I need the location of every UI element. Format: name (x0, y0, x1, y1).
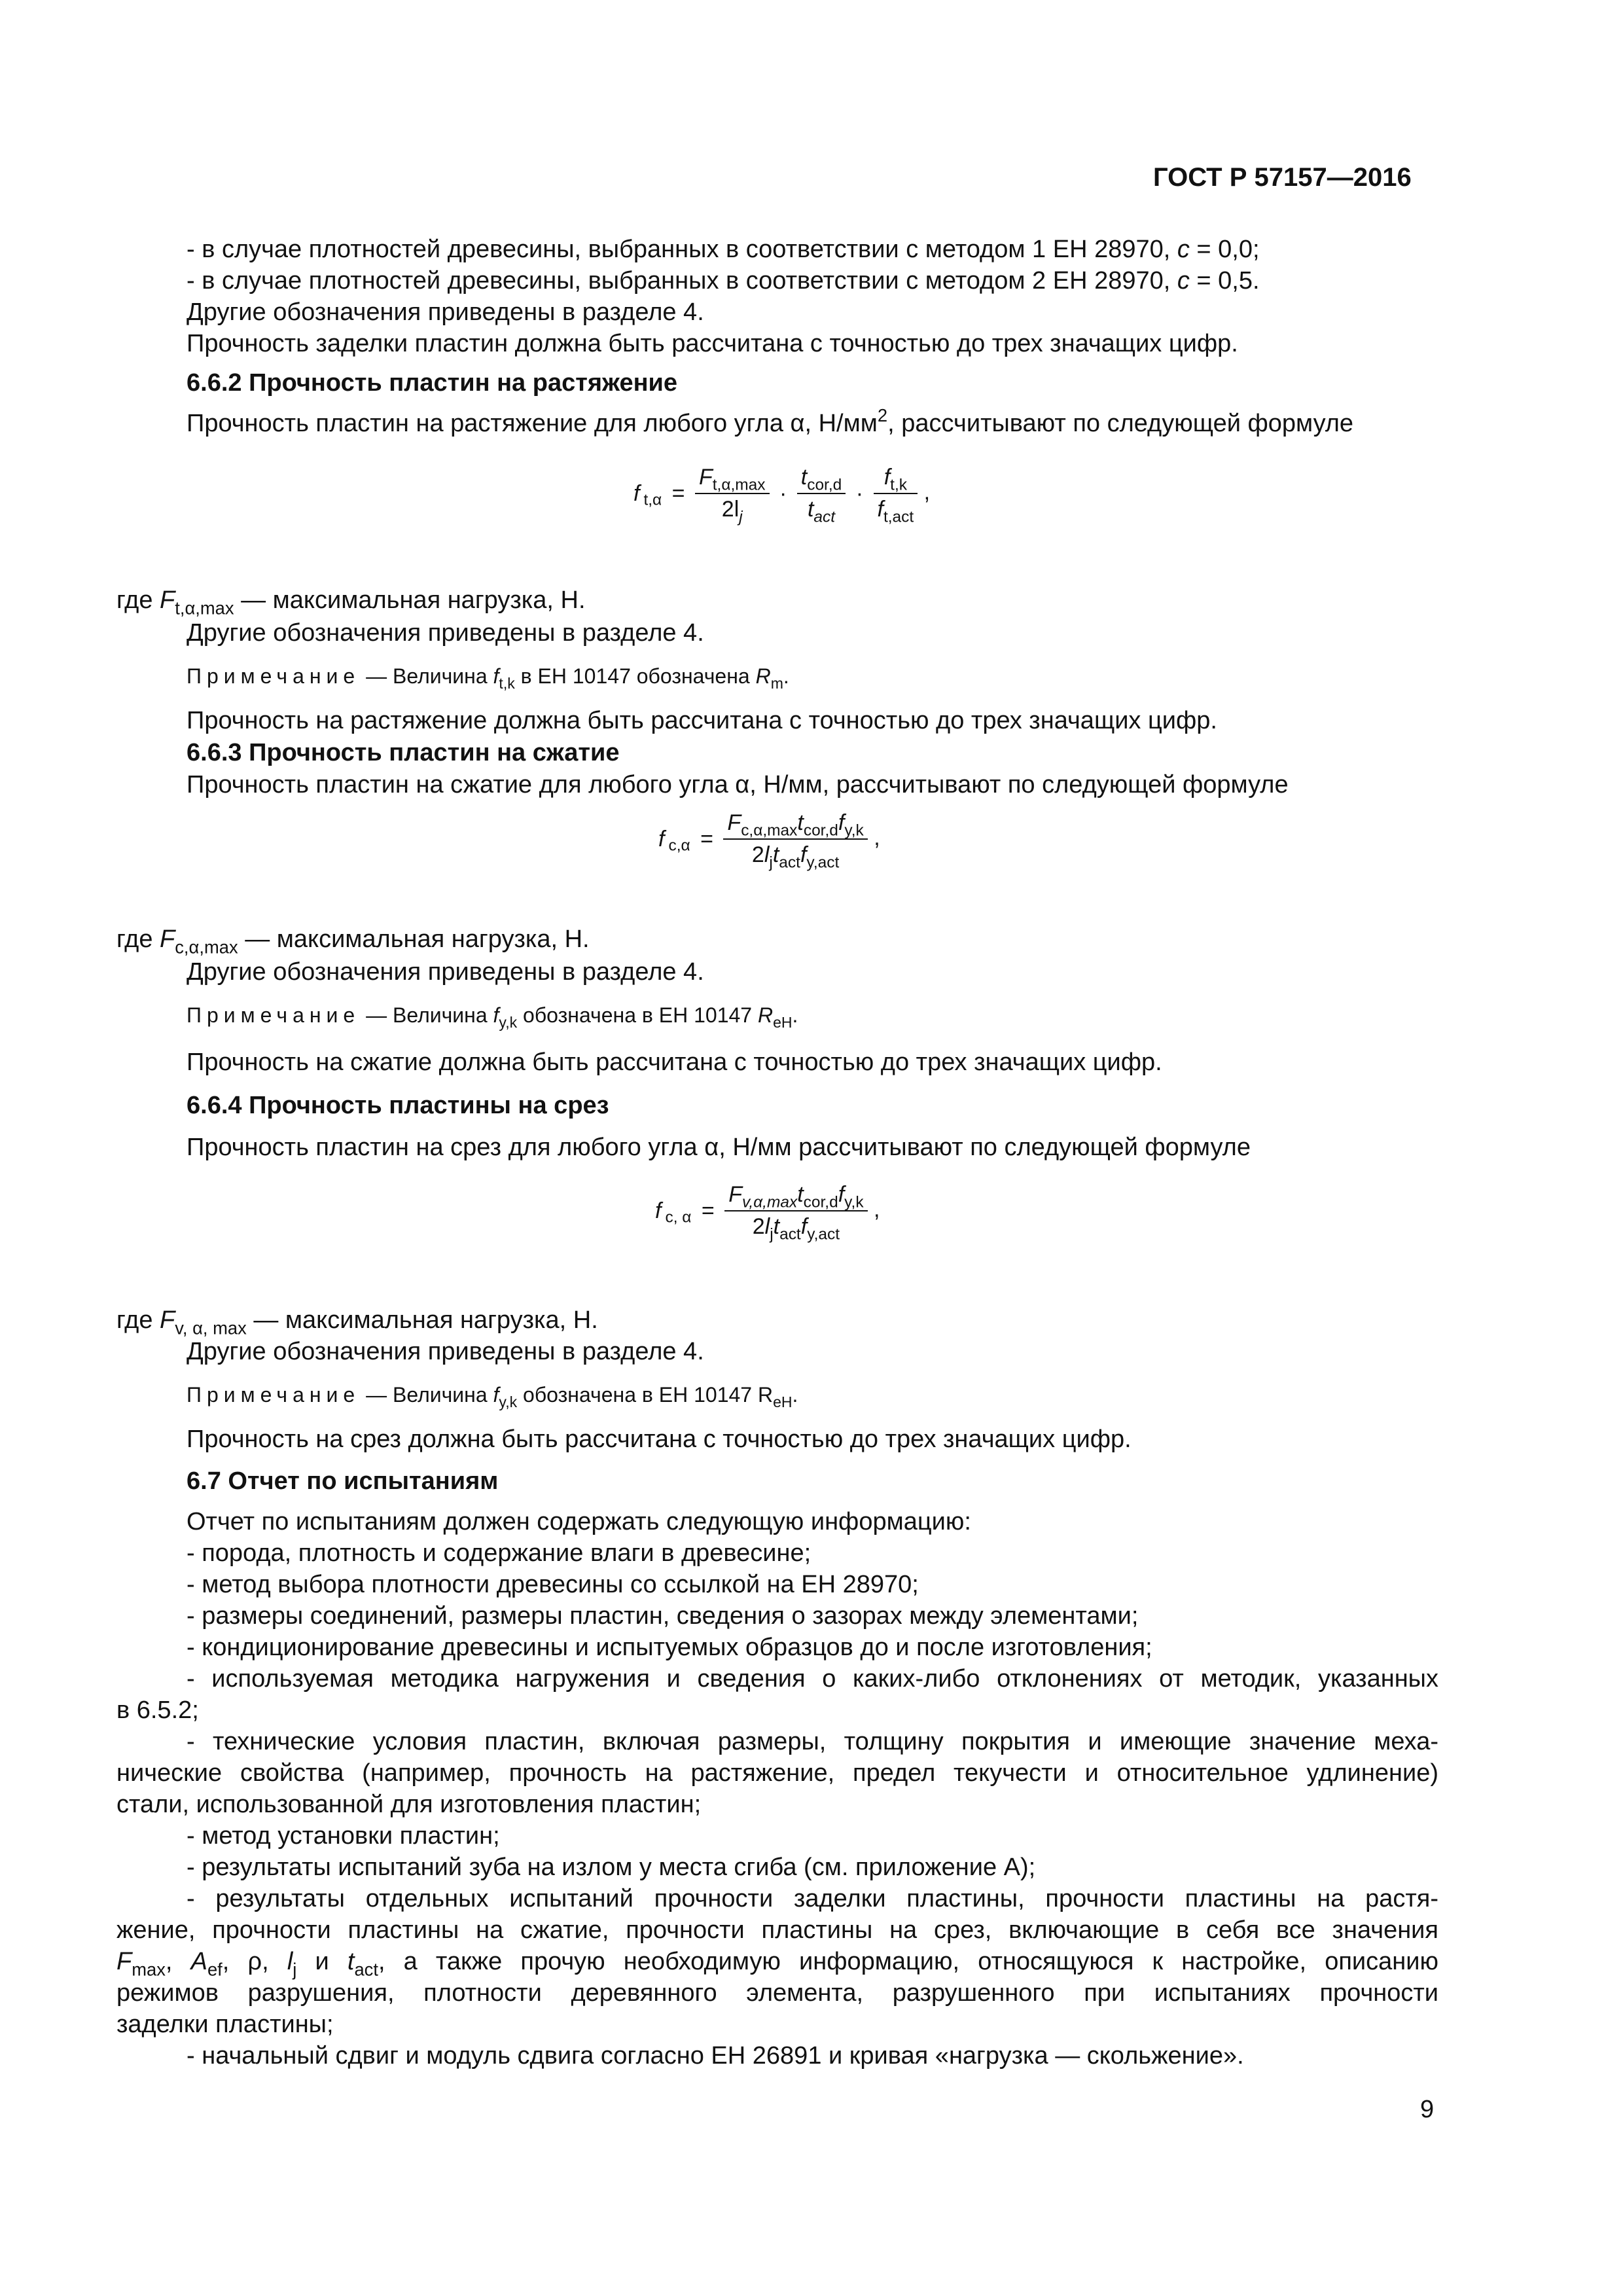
intro-6-6-3: Прочность пластин на сжатие для любого угла α, Н/мм, рассчитывают по следующей формуле (187, 771, 1289, 798)
note-6-6-4: Примечание — Величина $f_{y,k}$ обозначена в ЕН 10147 $R_{eH}$. (187, 1383, 798, 1411)
note-6-6-3: Примечание — Величина $f_{y,k}$ обозначена в ЕН 10147 $R_{eH}$. (187, 1003, 798, 1031)
report-item-6-line-3: стали, использованной для изготовления пластин; (116, 1791, 702, 1818)
formula-compression: f $_{c,\alpha}$ = $\frac{F_{c,\alpha,max}t_{cor,d}f_{y,k}}{2l_jt_{act}f_{y,act}}$ , (658, 810, 880, 872)
report-item-4: - кондиционирование древесины и испытуемых образцов до и после изготовления; (187, 1634, 1152, 1661)
fraction-3: $\frac{f_{t,k}}{f_{t,act}}$ (874, 465, 918, 522)
report-item-2: - метод выбора плотности древесины со ссылкой на ЕН 28970; (187, 1571, 919, 1598)
bullet-method-2: - в случае плотностей древесины, выбранных в соответствии с методом 2 ЕН 28970, c = 0,5. (187, 267, 1260, 295)
precision-6-6-2: Прочность на растяжение должна быть рассчитана с точностью до трех значащих цифр. (187, 707, 1217, 734)
report-item-9-line-3: $F_{max}$, $A_{ef}$, ρ, $l_j$ и $t_{act}$, а также прочую необходимую информацию, относящуюся к настройке, описанию (116, 1948, 1438, 1980)
precision-note: Прочность заделки пластин должна быть рассчитана с точностью до трех значащих цифр. (187, 330, 1238, 357)
where-6-6-4: где $F_{v, \alpha, max}$ — максимальная нагрузка, Н. (116, 1306, 598, 1338)
intro-6-6-2: Прочность пластин на растяжение для любого угла α, $Н/мм^2$, рассчитывают по следующей формуле (187, 404, 1354, 437)
formula-tension: f $_{t,\alpha}$ = $\frac{F_{t,\alpha,max}}{2l_j}$ · $\frac{t_{cor,d}}{t_{act}}$ · $\frac{f_{t,k}}{f_{t,act}}$ , (633, 465, 931, 526)
report-item-5-line-1: - используемая методика нагружения и сведения о каких-либо отклонениях от методик, указанных (187, 1665, 1438, 1693)
heading-6-6-4: 6.6.4 Прочность пластины на срез (187, 1092, 609, 1119)
fraction-shear: $\frac{F_{v,\alpha,max}t_{cor,d}f_{y,k}}{2l_jt_{act}f_{y,act}}$ (724, 1182, 867, 1240)
other-notations-6-6-2: Другие обозначения приведены в разделе 4. (187, 619, 704, 647)
report-item-9-line-4: режимов разрушения, плотности деревянного элемента, разрушенного при испытаниях прочности (116, 1979, 1438, 2007)
precision-6-6-4: Прочность на срез должна быть рассчитана с точностью до трех значащих цифр. (187, 1426, 1132, 1453)
report-item-6-line-2: нические свойства (например, прочность на растяжение, предел текучести и относительное удлинение) (116, 1759, 1438, 1787)
other-notations-6-6-3: Другие обозначения приведены в разделе 4. (187, 958, 704, 986)
heading-6-7: 6.7 Отчет по испытаниям (187, 1467, 499, 1495)
fraction-1: $\frac{F_{t,\alpha,max}}{2l_j}$ (695, 465, 770, 522)
where-6-6-2: где $F_{t,\alpha,max}$ — максимальная нагрузка, Н. (116, 586, 586, 619)
heading-6-6-2: 6.6.2 Прочность пластин на растяжение (187, 369, 678, 397)
report-item-9-line-2: жение, прочности пластины на сжатие, прочности пластины на срез, включающие в себя все значения (116, 1916, 1438, 1944)
report-item-1: - порода, плотность и содержание влаги в древесине; (187, 1539, 812, 1567)
report-item-8: - результаты испытаний зуба на излом у места сгиба (см. приложение А); (187, 1854, 1036, 1881)
report-intro: Отчет по испытаниям должен содержать следующую информацию: (187, 1508, 971, 1535)
heading-6-6-3: 6.6.3 Прочность пластин на сжатие (187, 739, 620, 766)
fraction-2: $\frac{t_{cor,d}}{t_{act}}$ (797, 465, 846, 522)
report-item-6-line-1: - технические условия пластин, включая размеры, толщину покрытия и имеющие значение меха- (187, 1728, 1438, 1755)
report-item-3: - размеры соединений, размеры пластин, сведения о зазорах между элементами; (187, 1602, 1139, 1630)
report-item-9-line-5: заделки пластины; (116, 2011, 334, 2038)
precision-6-6-3: Прочность на сжатие должна быть рассчитана с точностью до трех значащих цифр. (187, 1049, 1162, 1076)
report-item-9-line-1: - результаты отдельных испытаний прочности заделки пластины, прочности пластины на растя- (187, 1885, 1438, 1912)
report-item-5-line-2: в 6.5.2; (116, 1696, 199, 1724)
page-number: 9 (1420, 2096, 1435, 2123)
report-item-10: - начальный сдвиг и модуль сдвига согласно ЕН 26891 и кривая «нагрузка — скольжение». (187, 2042, 1244, 2070)
bullet-method-1: - в случае плотностей древесины, выбранных в соответствии с методом 1 ЕН 28970, c = 0,0; (187, 236, 1260, 263)
where-6-6-3: где $F_{c,\alpha,max}$ — максимальная нагрузка, Н. (116, 925, 590, 958)
intro-6-6-4: Прочность пластин на срез для любого угла α, Н/мм рассчитывают по следующей формуле (187, 1134, 1251, 1161)
standard-number: ГОСТ Р 57157—2016 (1153, 163, 1412, 192)
note-6-6-2: Примечание — Величина $f_{t,k}$ в ЕН 10147 обозначена $R_m$. (187, 664, 789, 692)
formula-shear: f $_{c, \alpha}$ = $\frac{F_{v,\alpha,max}t_{cor,d}f_{y,k}}{2l_jt_{act}f_{y,act}}$ , (655, 1182, 880, 1244)
report-item-7: - метод установки пластин; (187, 1822, 500, 1850)
other-notations-6-6-4: Другие обозначения приведены в разделе 4. (187, 1338, 704, 1365)
fraction-compression: $\frac{F_{c,\alpha,max}t_{cor,d}f_{y,k}}{2l_jt_{act}f_{y,act}}$ (723, 810, 867, 868)
other-notations: Другие обозначения приведены в разделе 4. (187, 298, 704, 326)
